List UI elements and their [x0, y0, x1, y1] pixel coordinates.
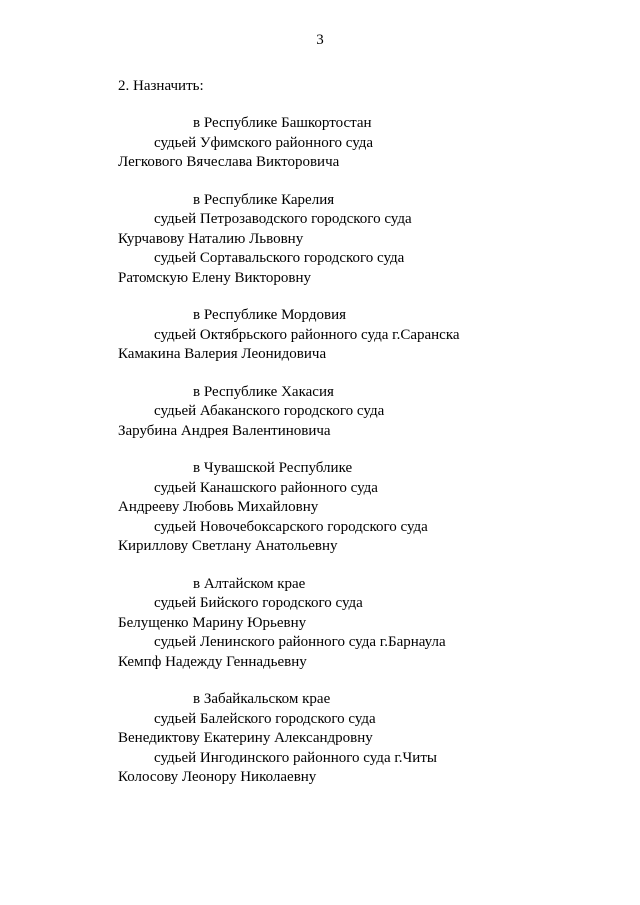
appointee-name: Курчавову Наталию Львовну	[118, 230, 304, 247]
court-line: судьей Ленинского районного суда г.Барнаула	[154, 634, 446, 650]
court-line: судьей Бийского городского суда	[154, 595, 363, 611]
region-title: в Республике Мордовия	[193, 307, 346, 323]
page-number: 3	[316, 32, 324, 48]
region-title: в Чувашской Республике	[193, 460, 353, 476]
region-block	[0, 459, 640, 557]
region-block	[0, 690, 640, 788]
court-line: судьей Уфимского районного суда	[154, 134, 374, 151]
appointee-name: Белущенко Марину Юрьевну	[118, 614, 307, 631]
region-title: в Забайкальском крае	[193, 691, 331, 707]
region-title: в Республике Карелия	[193, 191, 335, 208]
section-heading: 2. Назначить:	[118, 78, 204, 94]
court-line: судьей Октябрьского районного суда г.Саранска	[154, 326, 460, 343]
appointee-name: Легкового Вячеслава Викторовича	[118, 154, 340, 170]
appointee-name: Андрееву Любовь Михайловну	[118, 499, 319, 515]
court-line: судьей Сортавальского городского суда	[154, 250, 405, 266]
court-line: судьей Балейского городского суда	[154, 710, 376, 727]
appointee-name: Ратомскую Елену Викторовну	[118, 269, 312, 286]
region-block	[0, 114, 640, 173]
court-line: судьей Петрозаводского городского суда	[154, 211, 412, 227]
court-line: судьей Ингодинского районного суда г.Читы	[154, 749, 437, 766]
region-title: в Республике Башкортостан	[193, 115, 372, 131]
appointee-name: Зарубина Андрея Валентиновича	[118, 422, 331, 439]
appointee-name: Венедиктову Екатерину Александровну	[118, 730, 373, 746]
court-line: судьей Новочебоксарского городского суда	[154, 518, 428, 535]
region-block	[0, 383, 640, 442]
region-block	[0, 191, 640, 289]
region-block	[0, 575, 640, 673]
region-title: в Алтайском крае	[193, 575, 306, 592]
appointee-name: Колосову Леонору Николаевну	[118, 769, 317, 785]
appointee-name: Кириллову Светлану Анатольевну	[118, 538, 338, 554]
court-line: судьей Канашского районного суда	[154, 479, 378, 496]
appointee-name: Кемпф Надежду Геннадьевну	[118, 653, 307, 670]
appointments-list	[0, 114, 640, 806]
appointee-name: Камакина Валерия Леонидовича	[118, 346, 327, 362]
region-title: в Республике Хакасия	[193, 383, 334, 400]
court-line: судьей Абаканского городского суда	[154, 403, 385, 419]
region-block	[0, 306, 640, 365]
